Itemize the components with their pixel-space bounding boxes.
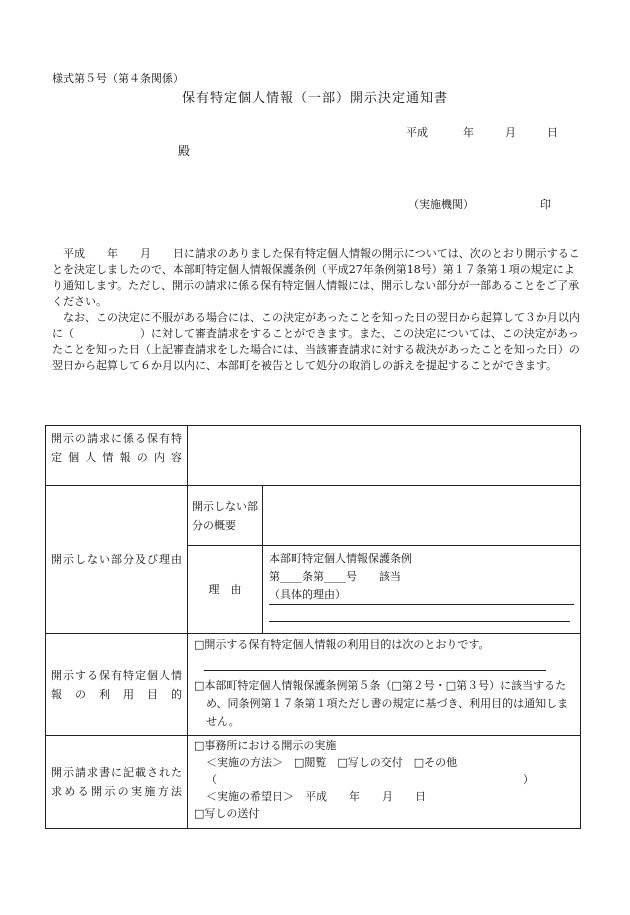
purpose-blank-line[interactable] xyxy=(204,654,546,671)
sub-label-summary: 開示しない部分の概要 xyxy=(188,486,263,546)
table-row xyxy=(46,426,581,486)
purpose-option-not-notify[interactable]: □本部町特定個人情報保護条例第５条（□第２号・□第３号）に該当するため、同条例第１７条第１項ただし書の規定に基づき、利用目的は通知しません。 xyxy=(194,679,569,728)
paragraph-decision: 平成 年 月 日に請求のありました保有特定個人情報の開示については、次のとおり開示することを決定しましたので、本部町特定個人情報保護条例（平成27年条例第18号）第１７条第１項の規定により通知します。ただし、開示の請求に係る保有特定個人情報には、開示しない部分が一部あることをご了承ください。 xyxy=(52,247,580,308)
date-day: 日 xyxy=(547,126,558,139)
notice-body xyxy=(52,246,582,374)
method-mail-copy[interactable]: □写しの送付 xyxy=(194,807,260,820)
purpose-option-notify[interactable]: □開示する保有特定個人情報の利用目的は次のとおりです。 xyxy=(194,638,490,651)
sub-label-reason: 理 由 xyxy=(188,546,263,634)
date-month: 月 xyxy=(505,126,516,139)
method-cell[interactable] xyxy=(188,736,581,829)
purpose-cell[interactable] xyxy=(188,634,581,736)
form-number: 様式第５号（第４条関係） xyxy=(52,72,184,85)
table-row xyxy=(46,634,581,736)
reason-blank-line[interactable] xyxy=(269,605,570,622)
date-year: 年 xyxy=(463,126,474,139)
row-label-request-content: 開示の請求に係る保有特定個人情報の内容 xyxy=(46,426,188,486)
document-title: 保有特定個人情報（一部）開示決定通知書 xyxy=(181,91,448,106)
paragraph-appeal: なお、この決定に不服がある場合には、この決定があったことを知った日の翌日から起算して３か月以内に（ ）に対して審査請求をすることができます。また、この決定については、この決定があったことを知った日（上記審査請求をした場合には、当該審査請求に対する裁決があったことを知った日）の翌日から起算して６か月以内に、本部町を被告として処分の取消しの訴えを提起することができます。 xyxy=(52,311,580,372)
row-label-nondisclosure: 開示しない部分及び理由 xyxy=(46,486,188,634)
method-other-detail[interactable] xyxy=(194,771,574,788)
reason-cell[interactable] xyxy=(263,546,581,634)
table-row xyxy=(46,736,581,829)
disclosure-table xyxy=(45,425,581,829)
reason-ordinance: 本部町特定個人情報保護条例 xyxy=(269,552,412,565)
paren-open: （ xyxy=(206,773,217,786)
row-label-method: 開示請求書に記載された求める開示の実施方法 xyxy=(46,736,188,829)
request-content-cell[interactable] xyxy=(188,426,581,486)
reason-detail: （具体的理由） xyxy=(269,586,574,605)
reason-article: 第____条第____号 該当 xyxy=(269,570,401,583)
addressee-suffix: 殿 xyxy=(178,144,191,158)
seal-mark: 印 xyxy=(540,198,551,211)
method-office[interactable]: □事務所における開示の実施 xyxy=(194,739,337,752)
row-label-purpose: 開示する保有特定個人情報の利用目的 xyxy=(46,634,188,736)
agency-label: （実施機関） xyxy=(408,198,474,211)
issue-date xyxy=(406,124,558,140)
method-desired-date[interactable]: ＜実施の希望日＞ 平成 年 月 日 xyxy=(206,790,426,803)
paren-close: ） xyxy=(523,773,534,786)
nondisclosure-summary-cell[interactable] xyxy=(263,486,581,546)
table-row xyxy=(46,486,581,546)
method-options[interactable]: ＜実施の方法＞ □閲覧 □写しの交付 □その他 xyxy=(206,756,458,769)
date-era: 平成 xyxy=(406,126,428,139)
